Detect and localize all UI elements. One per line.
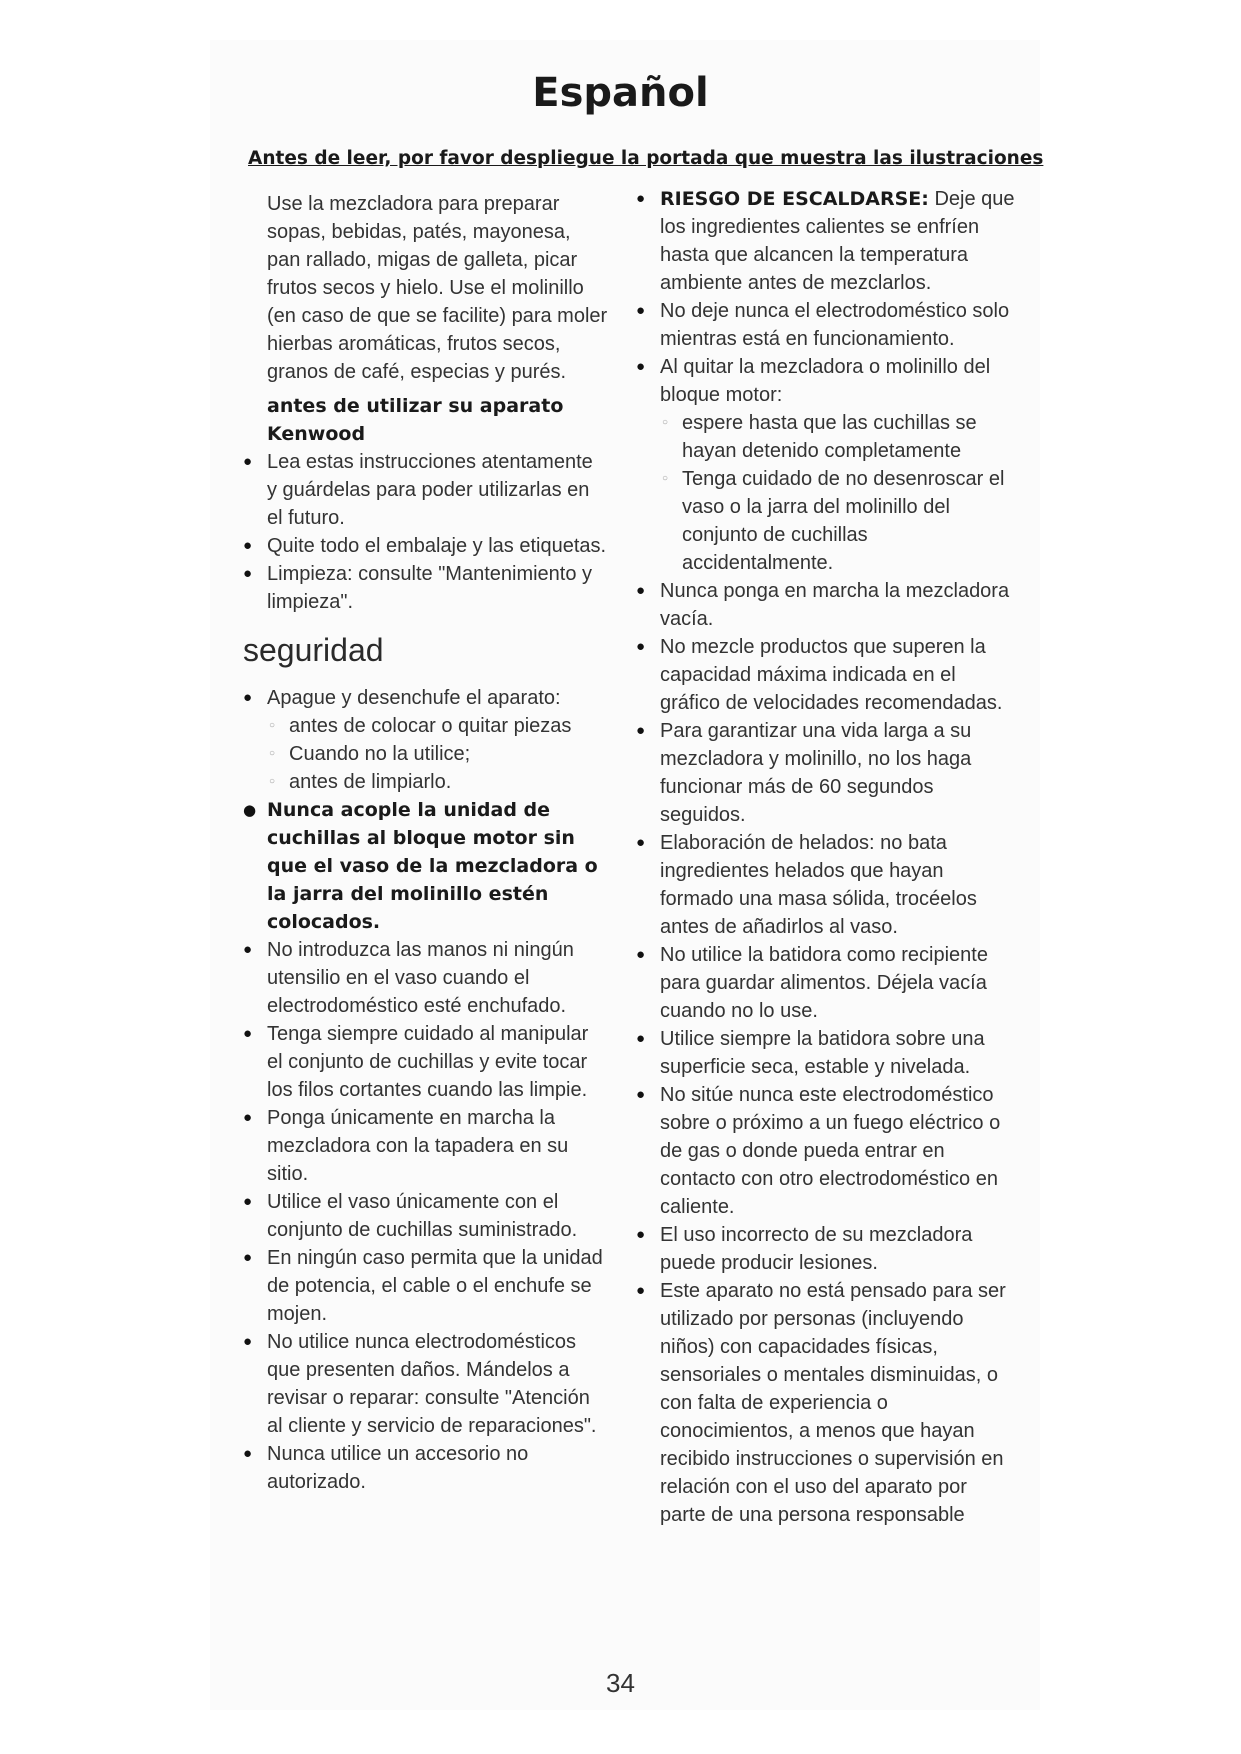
list-item: ● Nunca utilice un accesorio no autorizado.: [243, 1440, 608, 1496]
left-column: [243, 190, 608, 1496]
list-item-text: Apague y desenchufe el aparato:: [267, 687, 561, 709]
list-item: ● Elaboración de helados: no bata ingredientes helados que hayan formado una masa sólida, trocéelos antes de añadirlos al vaso.: [636, 829, 1016, 941]
list-item: ● No sitúe nunca este electrodoméstico sobre o próximo a un fuego eléctrico o de gas o donde pueda entrar en contacto con otro electrodoméstico en caliente.: [636, 1081, 1016, 1221]
list-item-warning: ● Nunca acople la unidad de cuchillas al bloque motor sin que el vaso de la mezcladora o la jarra del molinillo estén colocados.: [243, 796, 608, 936]
list-item: ● No utilice la batidora como recipiente para guardar alimentos. Déjela vacía cuando no lo use.: [636, 941, 1016, 1025]
list-item: ● Lea estas instrucciones atentamente y guárdelas para poder utilizarlas en el futuro.: [243, 448, 608, 532]
list-item: ● Limpieza: consulte "Mantenimiento y limpieza".: [243, 560, 608, 616]
list-item: ● Tenga siempre cuidado al manipular el conjunto de cuchillas y evite tocar los filos cortantes cuando las limpie.: [243, 1020, 608, 1104]
list-item: ● Utilice siempre la batidora sobre una superficie seca, estable y nivelada.: [636, 1025, 1016, 1081]
safety-list-continued: [636, 185, 1016, 1529]
list-item-text: Deje que los ingredientes calientes se enfríen hasta que alcancen la temperatura ambiente antes de mezclarlos.: [660, 188, 1015, 294]
list-item: [636, 185, 1016, 297]
sub-list-item: ○ espere hasta que las cuchillas se hayan detenido completamente: [660, 409, 1016, 465]
list-item: ● No mezcle productos que superen la capacidad máxima indicada en el gráfico de velocidades recomendadas.: [636, 633, 1016, 717]
sub-list: [660, 409, 1016, 577]
safety-heading: seguridad: [243, 632, 384, 668]
list-item: ● No utilice nunca electrodomésticos que presenten daños. Mándelos a revisar o reparar: consulte "Atención al cliente y servicio de reparaciones".: [243, 1328, 608, 1440]
list-item: ● No introduzca las manos ni ningún utensilio en el vaso cuando el electrodoméstico esté enchufado.: [243, 936, 608, 1020]
list-item: ● Este aparato no está pensado para ser utilizado por personas (incluyendo niños) con capacidades físicas, sensoriales o mentales disminuidas, o con falta de experiencia o conocimientos, a menos que hayan recibido instrucciones o supervisión en relación con el uso del aparato por parte de una persona responsable: [636, 1277, 1016, 1529]
list-item: ● No deje nunca el electrodoméstico solo mientras está en funcionamiento.: [636, 297, 1016, 353]
sub-list: [267, 712, 608, 796]
list-item: ● Ponga únicamente en marcha la mezcladora con la tapadera en su sitio.: [243, 1104, 608, 1188]
sub-list-item: ○ Tenga cuidado de no desenroscar el vaso o la jarra del molinillo del conjunto de cuchillas accidentalmente.: [660, 465, 1016, 577]
intro-paragraph: Use la mezcladora para preparar sopas, bebidas, patés, mayonesa, pan rallado, migas de galleta, picar frutos secos y hielo. Use el molinillo (en caso de que se facilite) para moler hierbas aromáticas, frutos secos, granos de café, especias y purés.: [267, 193, 608, 383]
page-title: Español: [532, 70, 709, 116]
safety-list: [243, 684, 608, 1496]
list-item: ● Para garantizar una vida larga a su mezcladora y molinillo, no los haga funcionar más de 60 segundos seguidos.: [636, 717, 1016, 829]
before-use-heading: antes de utilizar su aparato Kenwood: [267, 395, 564, 445]
instructions-subtitle: Antes de leer, por favor despliegue la portada que muestra las ilustraciones: [248, 148, 1044, 169]
list-item: ● Quite todo el embalaje y las etiquetas.: [243, 532, 608, 560]
list-item: ● El uso incorrecto de su mezcladora puede producir lesiones.: [636, 1221, 1016, 1277]
scald-risk-label: RIESGO DE ESCALDARSE:: [660, 188, 929, 210]
page-number: 34: [606, 1668, 635, 1698]
list-item: [243, 684, 608, 796]
sub-list-item: ○ antes de limpiarlo.: [267, 768, 608, 796]
before-use-list: [243, 448, 608, 616]
list-item: ● Nunca ponga en marcha la mezcladora vacía.: [636, 577, 1016, 633]
list-item: [636, 353, 1016, 577]
list-item: ● Utilice el vaso únicamente con el conjunto de cuchillas suministrado.: [243, 1188, 608, 1244]
sub-list-item: ○ Cuando no la utilice;: [267, 740, 608, 768]
sub-list-item: ○ antes de colocar o quitar piezas: [267, 712, 608, 740]
right-column: [636, 185, 1016, 1529]
list-item: ● En ningún caso permita que la unidad de potencia, el cable o el enchufe se mojen.: [243, 1244, 608, 1328]
list-item-text: Al quitar la mezcladora o molinillo del bloque motor:: [660, 356, 991, 406]
